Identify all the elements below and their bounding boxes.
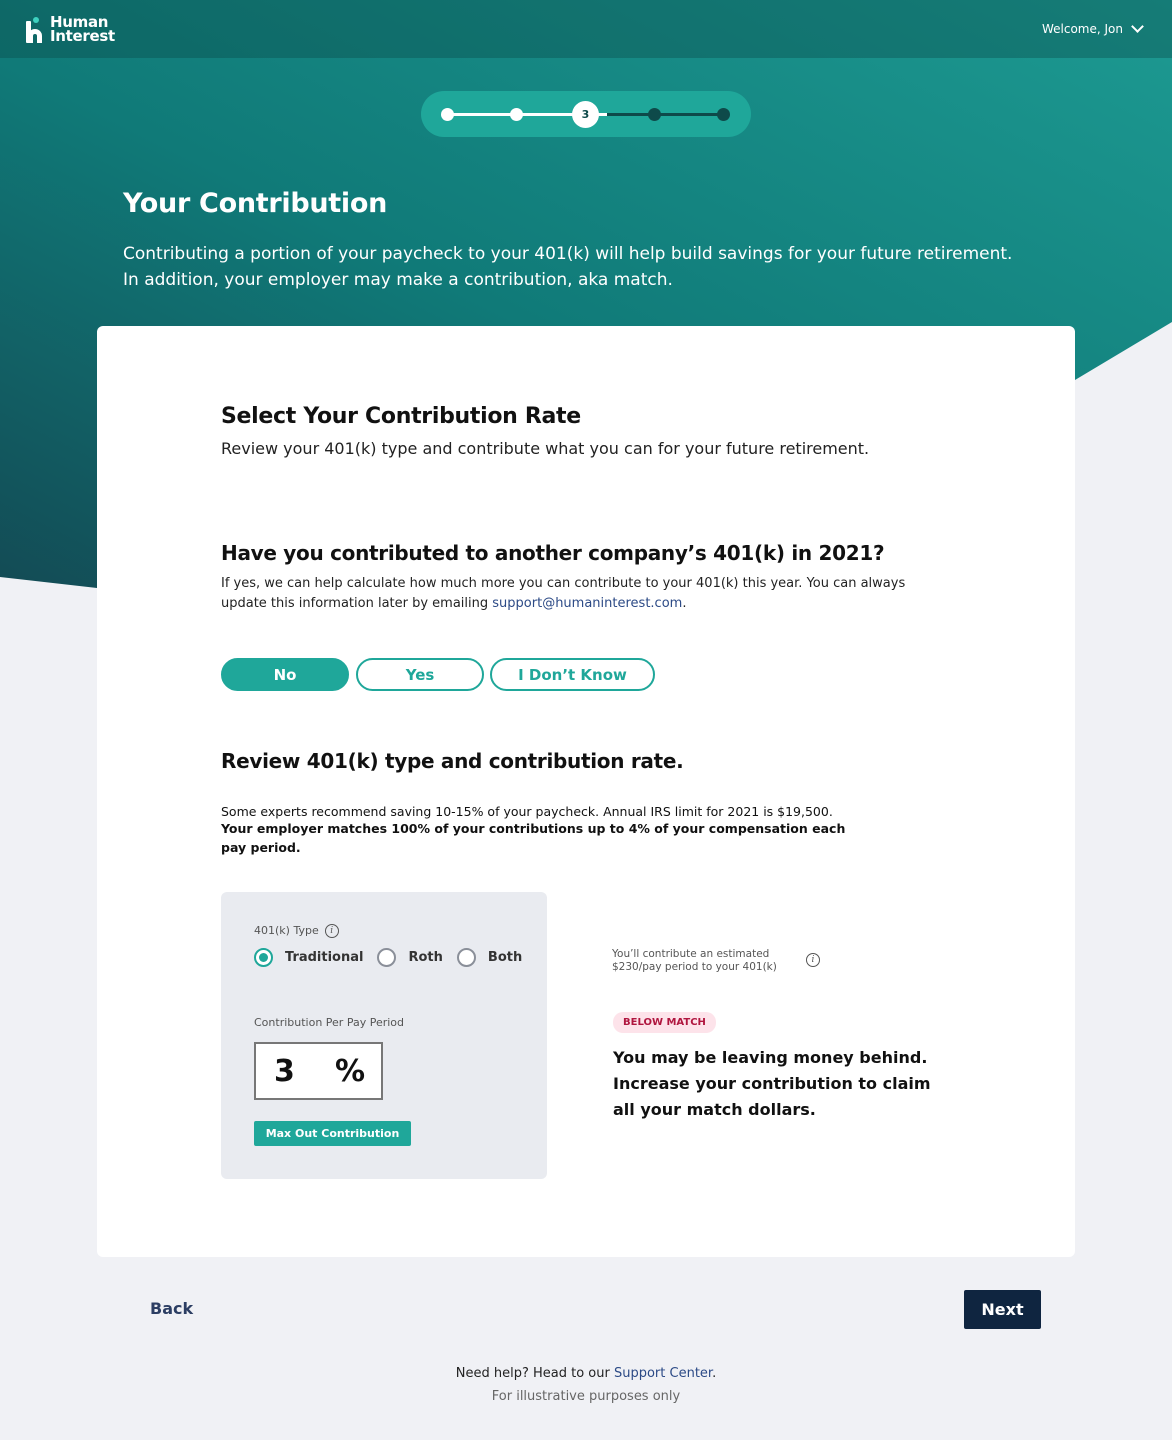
logo-icon — [24, 15, 44, 43]
help-text: If yes, we can help calculate how much more you can contribute to your 401(k) this year. You can always update this information later by emailing — [221, 576, 906, 611]
help-suffix: . — [682, 596, 687, 611]
rate-unit: % — [334, 1053, 365, 1089]
estimate-line1: You’ll contribute an estimated — [612, 948, 770, 960]
contribution-rate-input[interactable] — [254, 1042, 383, 1100]
match-warning: You may be leaving money behind. Increase your contribution to claim all your match dollars. — [613, 1048, 931, 1119]
back-button[interactable]: Back — [150, 1299, 194, 1318]
support-email-link[interactable]: support@humaninterest.com — [492, 596, 683, 611]
top-bar — [0, 0, 1172, 58]
help-line — [0, 1366, 1172, 1381]
option-yes-button[interactable]: Yes — [356, 658, 484, 691]
radio-traditional-label: Traditional — [285, 950, 364, 965]
type-label-row — [254, 924, 339, 938]
brand-logo[interactable] — [24, 15, 115, 43]
help-suffix: . — [712, 1366, 717, 1381]
estimate-line2: $230/pay period to your 401(k) — [612, 961, 777, 973]
radio-both-label: Both — [487, 950, 523, 965]
radio-roth-label: Roth — [408, 950, 443, 965]
rate-section-subtitle: Review your 401(k) type and contribute what you can for your future retirement. — [221, 439, 870, 458]
stepper-line-remaining — [607, 113, 725, 116]
contribution-panel — [221, 892, 547, 1179]
rate-section-title: Select Your Contribution Rate — [221, 404, 581, 429]
next-button[interactable]: Next — [964, 1290, 1041, 1329]
estimate-info-icon[interactable]: i — [806, 953, 820, 967]
rate-value: 3 — [274, 1053, 295, 1089]
review-note: Some experts recommend saving 10-15% of your paycheck. Annual IRS limit for 2021 is $19,500. — [221, 804, 833, 819]
type-radio-group — [254, 948, 536, 967]
support-center-link[interactable]: Support Center — [613, 1366, 713, 1381]
contribution-label: Contribution Per Pay Period — [254, 1016, 405, 1029]
estimate-text — [612, 948, 777, 974]
step-1-dot — [441, 108, 454, 121]
radio-selected-icon — [254, 948, 273, 967]
radio-traditional[interactable] — [254, 948, 363, 967]
option-dont-know-button[interactable]: I Don’t Know — [490, 658, 655, 691]
page-description: Contributing a portion of your paycheck to your 401(k) will help build savings for your future retirement. In addition, your employer may make a contribution, aka match. — [123, 244, 1013, 290]
step-5-dot — [717, 108, 730, 121]
step-2-dot — [510, 108, 523, 121]
prior-contribution-question: Have you contributed to another company’s 401(k) in 2021? — [221, 541, 885, 565]
radio-both[interactable] — [457, 948, 522, 967]
max-out-button[interactable]: Max Out Contribution — [254, 1121, 411, 1146]
info-icon[interactable]: i — [325, 924, 339, 938]
option-no-button[interactable]: No — [221, 658, 349, 691]
status-badge: BELOW MATCH — [613, 1012, 716, 1033]
match-note: Your employer matches 100% of your contributions up to 4% of your compensation each pay period. — [221, 821, 846, 855]
page-title: Your Contribution — [123, 188, 388, 219]
radio-icon — [377, 948, 396, 967]
type-label: 401(k) Type — [254, 924, 319, 937]
radio-roth[interactable] — [377, 948, 442, 967]
disclaimer: For illustrative purposes only — [491, 1389, 681, 1404]
logo-line1: Human — [50, 13, 109, 31]
review-title: Review 401(k) type and contribution rate. — [221, 749, 684, 773]
step-current: 3 — [572, 101, 599, 128]
contribution-card — [97, 326, 1075, 1257]
progress-stepper — [421, 91, 751, 137]
chevron-down-icon — [1131, 20, 1144, 33]
step-4-dot — [648, 108, 661, 121]
prior-contribution-help — [221, 574, 921, 614]
welcome-text: Welcome, Jon — [1041, 22, 1123, 36]
user-menu[interactable] — [1042, 22, 1148, 36]
radio-icon — [457, 948, 476, 967]
help-prefix: Need help? Head to our — [455, 1366, 614, 1381]
logo-line2: Interest — [50, 27, 115, 45]
